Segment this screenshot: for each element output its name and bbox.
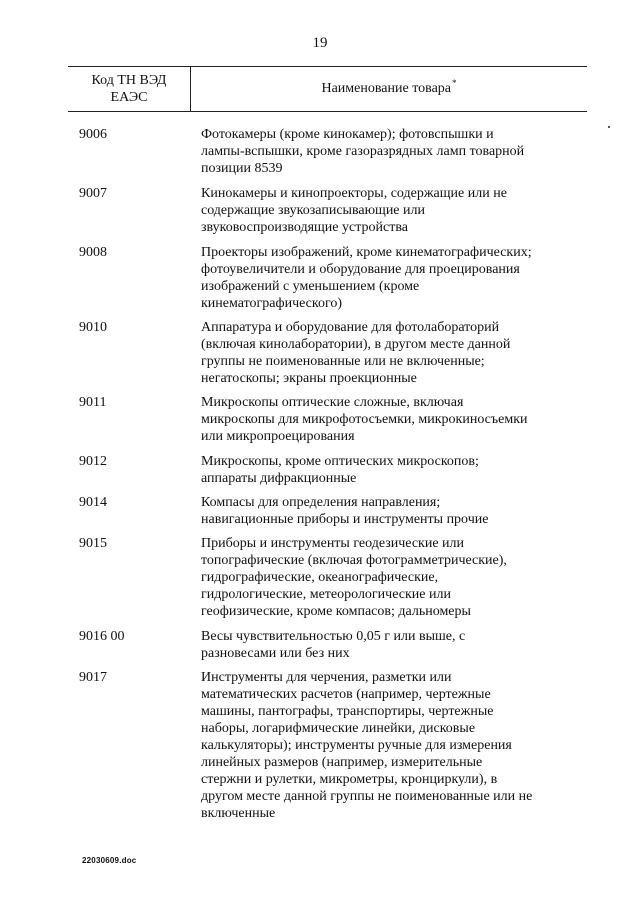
row-description: Кинокамеры и кинопроекторы, содержащие или не содержащие звукозаписывающие или звуковоспроизводящие устройства xyxy=(201,186,507,235)
row-code: 9011 xyxy=(79,395,107,410)
row-description: Инструменты для черчения, разметки или математических расчетов (например, чертежные машины, пантографы, транспортиры, чертежные наборы, логарифмические линейки, дисковые калькуляторы); инструменты ручные для измерения линейных размеров (например, измерительные стержни и рулетки, микрометры, кронциркули), в другом месте данной группы не поименованные или не включенные xyxy=(201,670,533,821)
row-code: 9012 xyxy=(79,454,107,469)
row-description: Аппаратура и оборудование для фотолабораторий (включая кинолаборатории), в другом месте данной группы не поименованные или не включенные; негатоскопы; экраны проекционные xyxy=(201,320,511,386)
row-code: 9008 xyxy=(79,245,107,260)
row-code: 9010 xyxy=(79,320,107,335)
row-description: Микроскопы оптические сложные, включая микроскопы для микрофотосъемки, микрокиносъемки или микропроецирования xyxy=(201,395,528,444)
row-description: Компасы для определения направления; навигационные приборы и инструменты прочие xyxy=(201,495,489,527)
column-header-name-label: Наименование товара xyxy=(321,81,451,96)
row-description: Весы чувствительностью 0,05 г или выше, с разновесами или без них xyxy=(201,629,466,661)
footer-filename: 22030609.doc xyxy=(82,856,137,865)
footnote-marker: * xyxy=(452,78,457,88)
row-code: 9017 xyxy=(79,670,107,685)
column-header-name xyxy=(191,67,587,111)
row-code: 9014 xyxy=(79,495,107,510)
column-header-code xyxy=(68,67,191,111)
row-description: Проекторы изображений, кроме кинематографических; фотоувеличители и оборудование для проецирования изображений с уменьшением (кроме кинематографического) xyxy=(201,245,532,311)
row-description: Приборы и инструменты геодезические или топографические (включая фотограмметрические), гидрографические, океанографические, гидрологические, метеорологические или геофизические, кроме компасов; дальномеры xyxy=(201,536,507,619)
row-code: 9016 00 xyxy=(79,629,125,644)
row-description: Микроскопы, кроме оптических микроскопов; аппараты дифракционные xyxy=(201,454,479,486)
table-header xyxy=(68,66,587,112)
page-number: 19 xyxy=(312,35,328,51)
row-description: Фотокамеры (кроме кинокамер); фотовспышки и лампы-вспышки, кроме газоразрядных ламп товарной позиции 8539 xyxy=(201,127,525,176)
column-header-code-label: Код ТН ВЭД ЕАЭС xyxy=(91,73,167,105)
row-code: 9007 xyxy=(79,186,107,201)
row-code: 9015 xyxy=(79,536,107,551)
row-code: 9006 xyxy=(79,127,107,142)
scan-artifact xyxy=(608,126,610,128)
